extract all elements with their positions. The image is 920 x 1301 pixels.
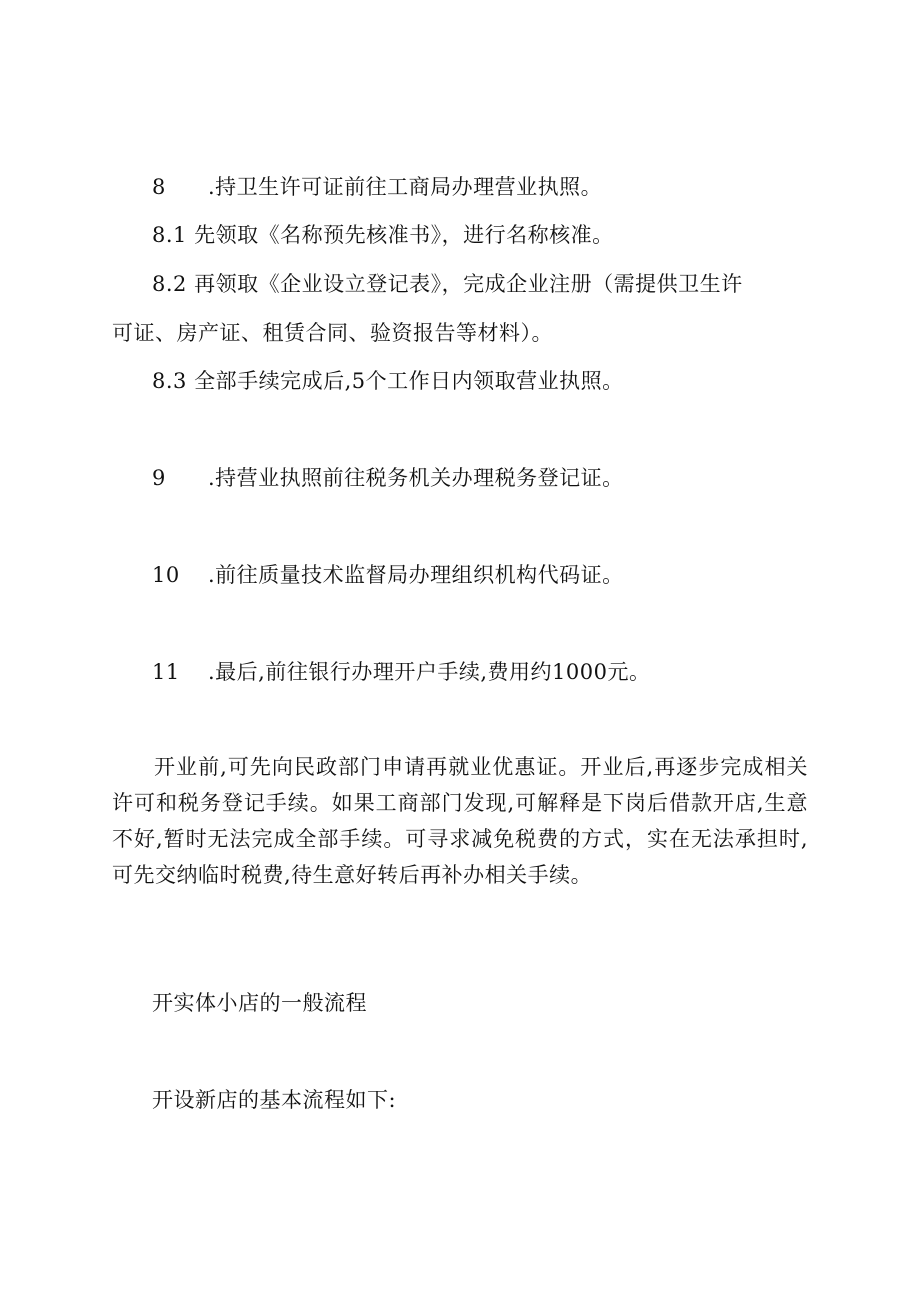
list-number: 8 [152,175,166,199]
section-title: 开实体小店的一般流程 [152,991,367,1015]
list-item-text: .持营业执照前往税务机关办理税务登记证。 [208,466,624,490]
list-number: 10 [152,563,180,587]
intro-line: 开设新店的基本流程如下: [152,1088,397,1112]
list-number: 9 [152,466,166,490]
sub-item-8-2-line-1: 8.2 再领取《企业设立登记表》，完成企业注册（需提供卫生许 [152,272,743,296]
list-item-9 [152,465,624,491]
list-item-text: .持卫生许可证前往工商局办理营业执照。 [208,175,603,199]
sub-item-8-1: 8.1 先领取《名称预先核准书》，进行名称核准。 [152,223,614,247]
sub-item-8-3: 8.3 全部手续完成后,5个工作日内领取营业执照。 [152,369,624,393]
advice-paragraph: 开业前,可先向民政部门申请再就业优惠证。开业后,再逐步完成相关许可和税务登记手续。如果工商部门发现,可解释是下岗后借款开店,生意不好,暂时无法完成全部手续。可寻求减免税费的方式，实在无法承担时,可先交纳临时税费,待生意好转后再补办相关手续。 [112,755,808,887]
sub-item-8-2-line-2: 可证、房产证、租赁合同、验资报告等材料）。 [112,321,553,345]
list-item-8 [152,174,602,200]
list-item-11 [152,659,650,685]
list-item-text: .最后,前往银行办理开户手续,费用约1000元。 [208,660,651,684]
list-number: 11 [152,660,180,684]
list-item-text: .前往质量技术监督局办理组织机构代码证。 [208,563,624,587]
list-item-10 [152,562,624,588]
